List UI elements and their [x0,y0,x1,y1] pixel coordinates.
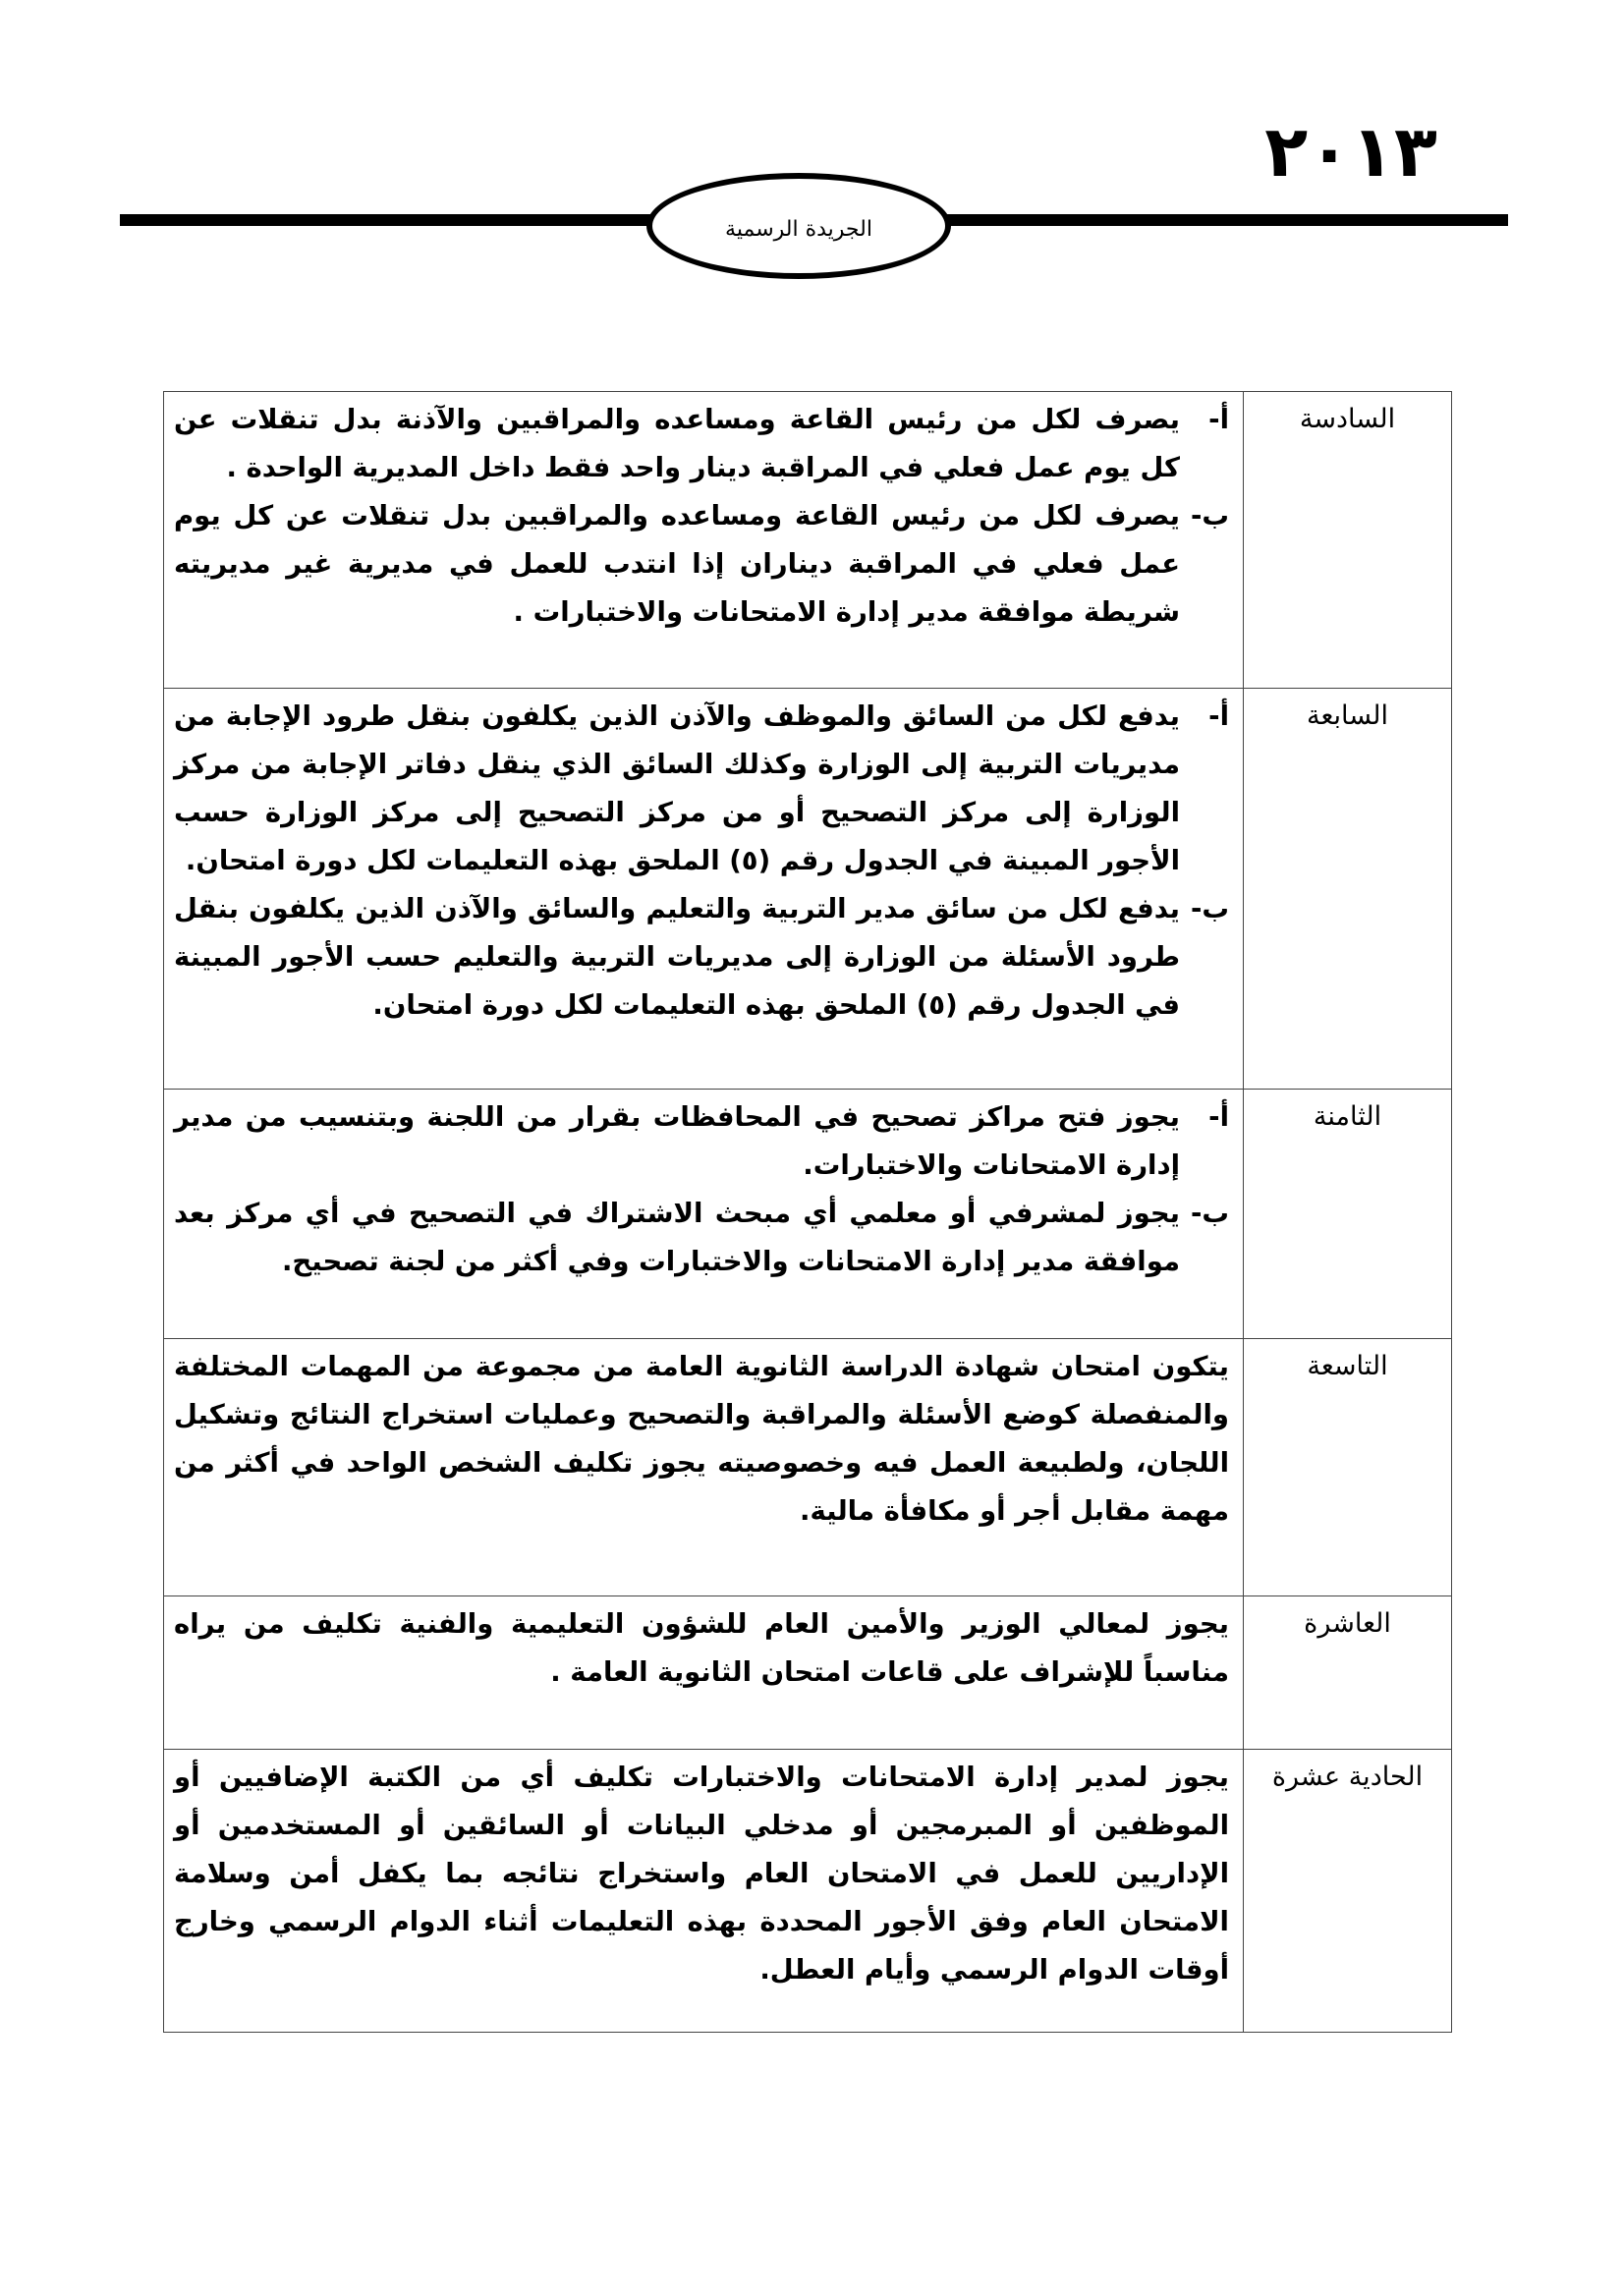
article-label: السادسة [1244,392,1452,689]
article-body [164,689,1244,1090]
item-text: يدفع لكل من سائق مدير التربية والتعليم والسائق والآذن الذين يكلفون بنقل طرود الأسئلة من الوزارة إلى مديريات التربية والتعليم حسب الأجور المبينة في الجدول رقم (٥) الملحق بهذه التعليمات لكل دورة امتحان. [174,893,1180,1021]
article-body [164,392,1244,689]
article-label: العاشرة [1244,1596,1452,1750]
article-text: يجوز لمدير إدارة الامتحانات والاختبارات تكليف أي من الكتبة الإضافيين أو الموظفين أو المبرمجين أو مدخلي البيانات أو السائقين أو المستخدمين أو الإداريين للعمل في الامتحان العام واستخراج نتائجه بما يكفل أمن وسلامة الامتحان العام وفق الأجور المحددة بهذه التعليمات أثناء الدوام الرسمي وخارج أوقات الدوام الرسمي وأيام العطل. [174,1762,1229,1986]
item-marker: أ- [1208,1101,1229,1133]
item-marker: ب- [1190,893,1229,924]
article-item [174,492,1229,637]
article-label: السابعة [1244,689,1452,1090]
item-marker: أ- [1208,700,1229,732]
article-text: يتكون امتحان شهادة الدراسة الثانوية العامة من مجموعة من المهمات المختلفة والمنفصلة كوضع الأسئلة والمراقبة والتصحيح وعمليات استخراج النتائج وتشكيل اللجان، ولطبيعة العمل فيه وخصوصيته يجوز تكليف الشخص الواحد في أكثر من مهمة مقابل أجر أو مكافأة مالية. [174,1351,1229,1527]
article-row [164,1750,1452,2033]
article-item [174,1190,1229,1286]
article-item [174,396,1229,492]
article-label: التاسعة [1244,1339,1452,1596]
publication-oval [646,173,951,279]
article-item [174,1093,1229,1190]
item-text: يصرف لكل من رئيس القاعة ومساعده والمراقبين والآذنة بدل تنقلات عن كل يوم عمل فعلي في المراقبة دينار واحد فقط داخل المديرية الواحدة . [174,404,1180,483]
article-label: الحادية عشرة [1244,1750,1452,2033]
item-marker: ب- [1190,500,1229,532]
article-body [164,1750,1244,2033]
article-row [164,1339,1452,1596]
item-marker: أ- [1208,404,1229,435]
article-row [164,1090,1452,1339]
item-text: يدفع لكل من السائق والموظف والآذن الذين يكلفون بنقل طرود الإجابة من مديريات التربية إلى الوزارة وكذلك السائق الذي ينقل دفاتر الإجابة من مركز الوزارة إلى مركز التصحيح أو من مركز التصحيح إلى مركز الوزارة حسب الأجور المبينة في الجدول رقم (٥) الملحق بهذه التعليمات لكل دورة امتحان. [174,700,1180,876]
article-item [174,885,1229,1030]
year-heading: ٢٠١٣ [1264,110,1437,193]
article-row [164,1596,1452,1750]
article-row [164,392,1452,689]
article-item [174,693,1229,885]
article-row [164,689,1452,1090]
article-body [164,1339,1244,1596]
item-marker: ب- [1190,1198,1229,1229]
item-text: يجوز فتح مراكز تصحيح في المحافظات بقرار من اللجنة وبتنسيب من مدير إدارة الامتحانات والاختبارات. [174,1101,1180,1181]
item-text: يجوز لمشرفي أو معلمي أي مبحث الاشتراك في التصحيح في أي مركز بعد موافقة مدير إدارة الامتحانات والاختبارات وفي أكثر من لجنة تصحيح. [174,1198,1180,1277]
article-body [164,1596,1244,1750]
article-body [164,1090,1244,1339]
article-label: الثامنة [1244,1090,1452,1339]
articles-table [163,391,1452,2033]
article-text: يجوز لمعالي الوزير والأمين العام للشؤون التعليمية والفنية تكليف من يراه مناسباً للإشراف على قاعات امتحان الثانوية العامة . [174,1608,1229,1688]
publication-name: الجريدة الرسمية [725,216,872,242]
item-text: يصرف لكل من رئيس القاعة ومساعده والمراقبين بدل تنقلات عن كل يوم عمل فعلي في المراقبة ديناران إذا انتدب للعمل في مديرية غير مديريته شريطة موافقة مدير إدارة الامتحانات والاختبارات . [174,500,1180,628]
